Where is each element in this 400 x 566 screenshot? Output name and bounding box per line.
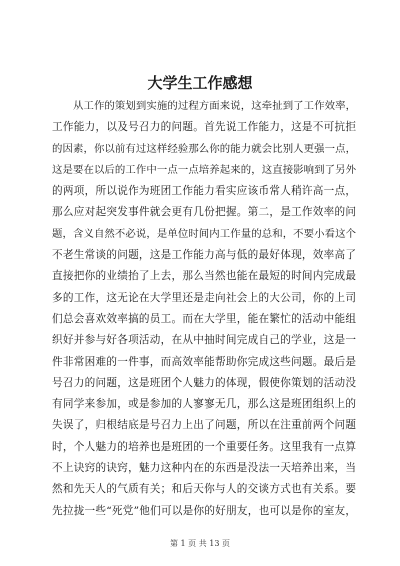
body-line: 多的工作，这无论在大学里还是走向社会上的大公司，你的上司 [52, 291, 356, 304]
document-body [52, 96, 356, 522]
body-line: 们总会喜欢效率搞的员工。而在大学里，能在繁忙的活动中能组 [52, 312, 356, 325]
body-line: 从工作的策划到实施的过程方面来说，这牵扯到了工作效率， [52, 100, 356, 112]
body-line: 那么应对起突发事件就会更有几份把握。第二，是工作效率的问 [52, 206, 356, 219]
body-line: 时，个人魅力的培养也是班团的一个重要任务。这里我有一点算 [52, 440, 356, 453]
body-line: 的两项，所以说作为班团工作能力看实应该币常人稍许高一点， [52, 185, 356, 198]
body-line: 不老生常谈的问题，这是工作能力高与低的最好体现，效率高了 [52, 249, 356, 262]
body-line: 的因素，你以前有过这样经验那么你的能力就会比别人更强一点， [52, 142, 356, 155]
body-line: 工作能力，以及号召力的问题。首先说工作能力，这是不可抗拒 [52, 121, 356, 134]
body-line: 直接把你的业绩抬了上去，那么当然也能在最短的时间内完成最 [52, 270, 356, 283]
body-line: 失误了，归根结底是号召力上出了问题，所以在注重前两个问题 [52, 419, 356, 432]
body-line: 件非常困难的一件事，而高效率能帮助你完成这些问题。最后是 [52, 355, 356, 368]
body-line: 织好并参与好各项活动，在从中抽时间完成自己的学业，这是一 [52, 334, 356, 347]
body-line: 不上诀窍的诀窍，魅力这种内在的东西是没法一天培养出来，当 [52, 462, 356, 475]
page-footer: 第 1 页 共 13 页 [170, 539, 230, 548]
document-title: 大学生工作感想 [147, 74, 253, 92]
body-line: 有同学来参加，或是参加的人寥寥无几，那么这是班团组织上的 [52, 398, 356, 411]
body-line: 这是要在以后的工作中一点一点培养起来的，这直接影响到了另外 [52, 163, 356, 176]
body-line: 然和先天人的气质有关；和后天你与人的交谈方式也有关系。要 [52, 483, 356, 496]
body-line: 先拉拢一些“死党”他们可以是你的好朋友，也可以是你的室友， [52, 504, 356, 517]
body-line: 号召力的问题，这是班团个人魅力的体现，假使你策划的活动没 [52, 376, 356, 389]
body-line: 题，含义自然不必说，是单位时间内工作量的总和，不要小看这个 [52, 227, 356, 240]
